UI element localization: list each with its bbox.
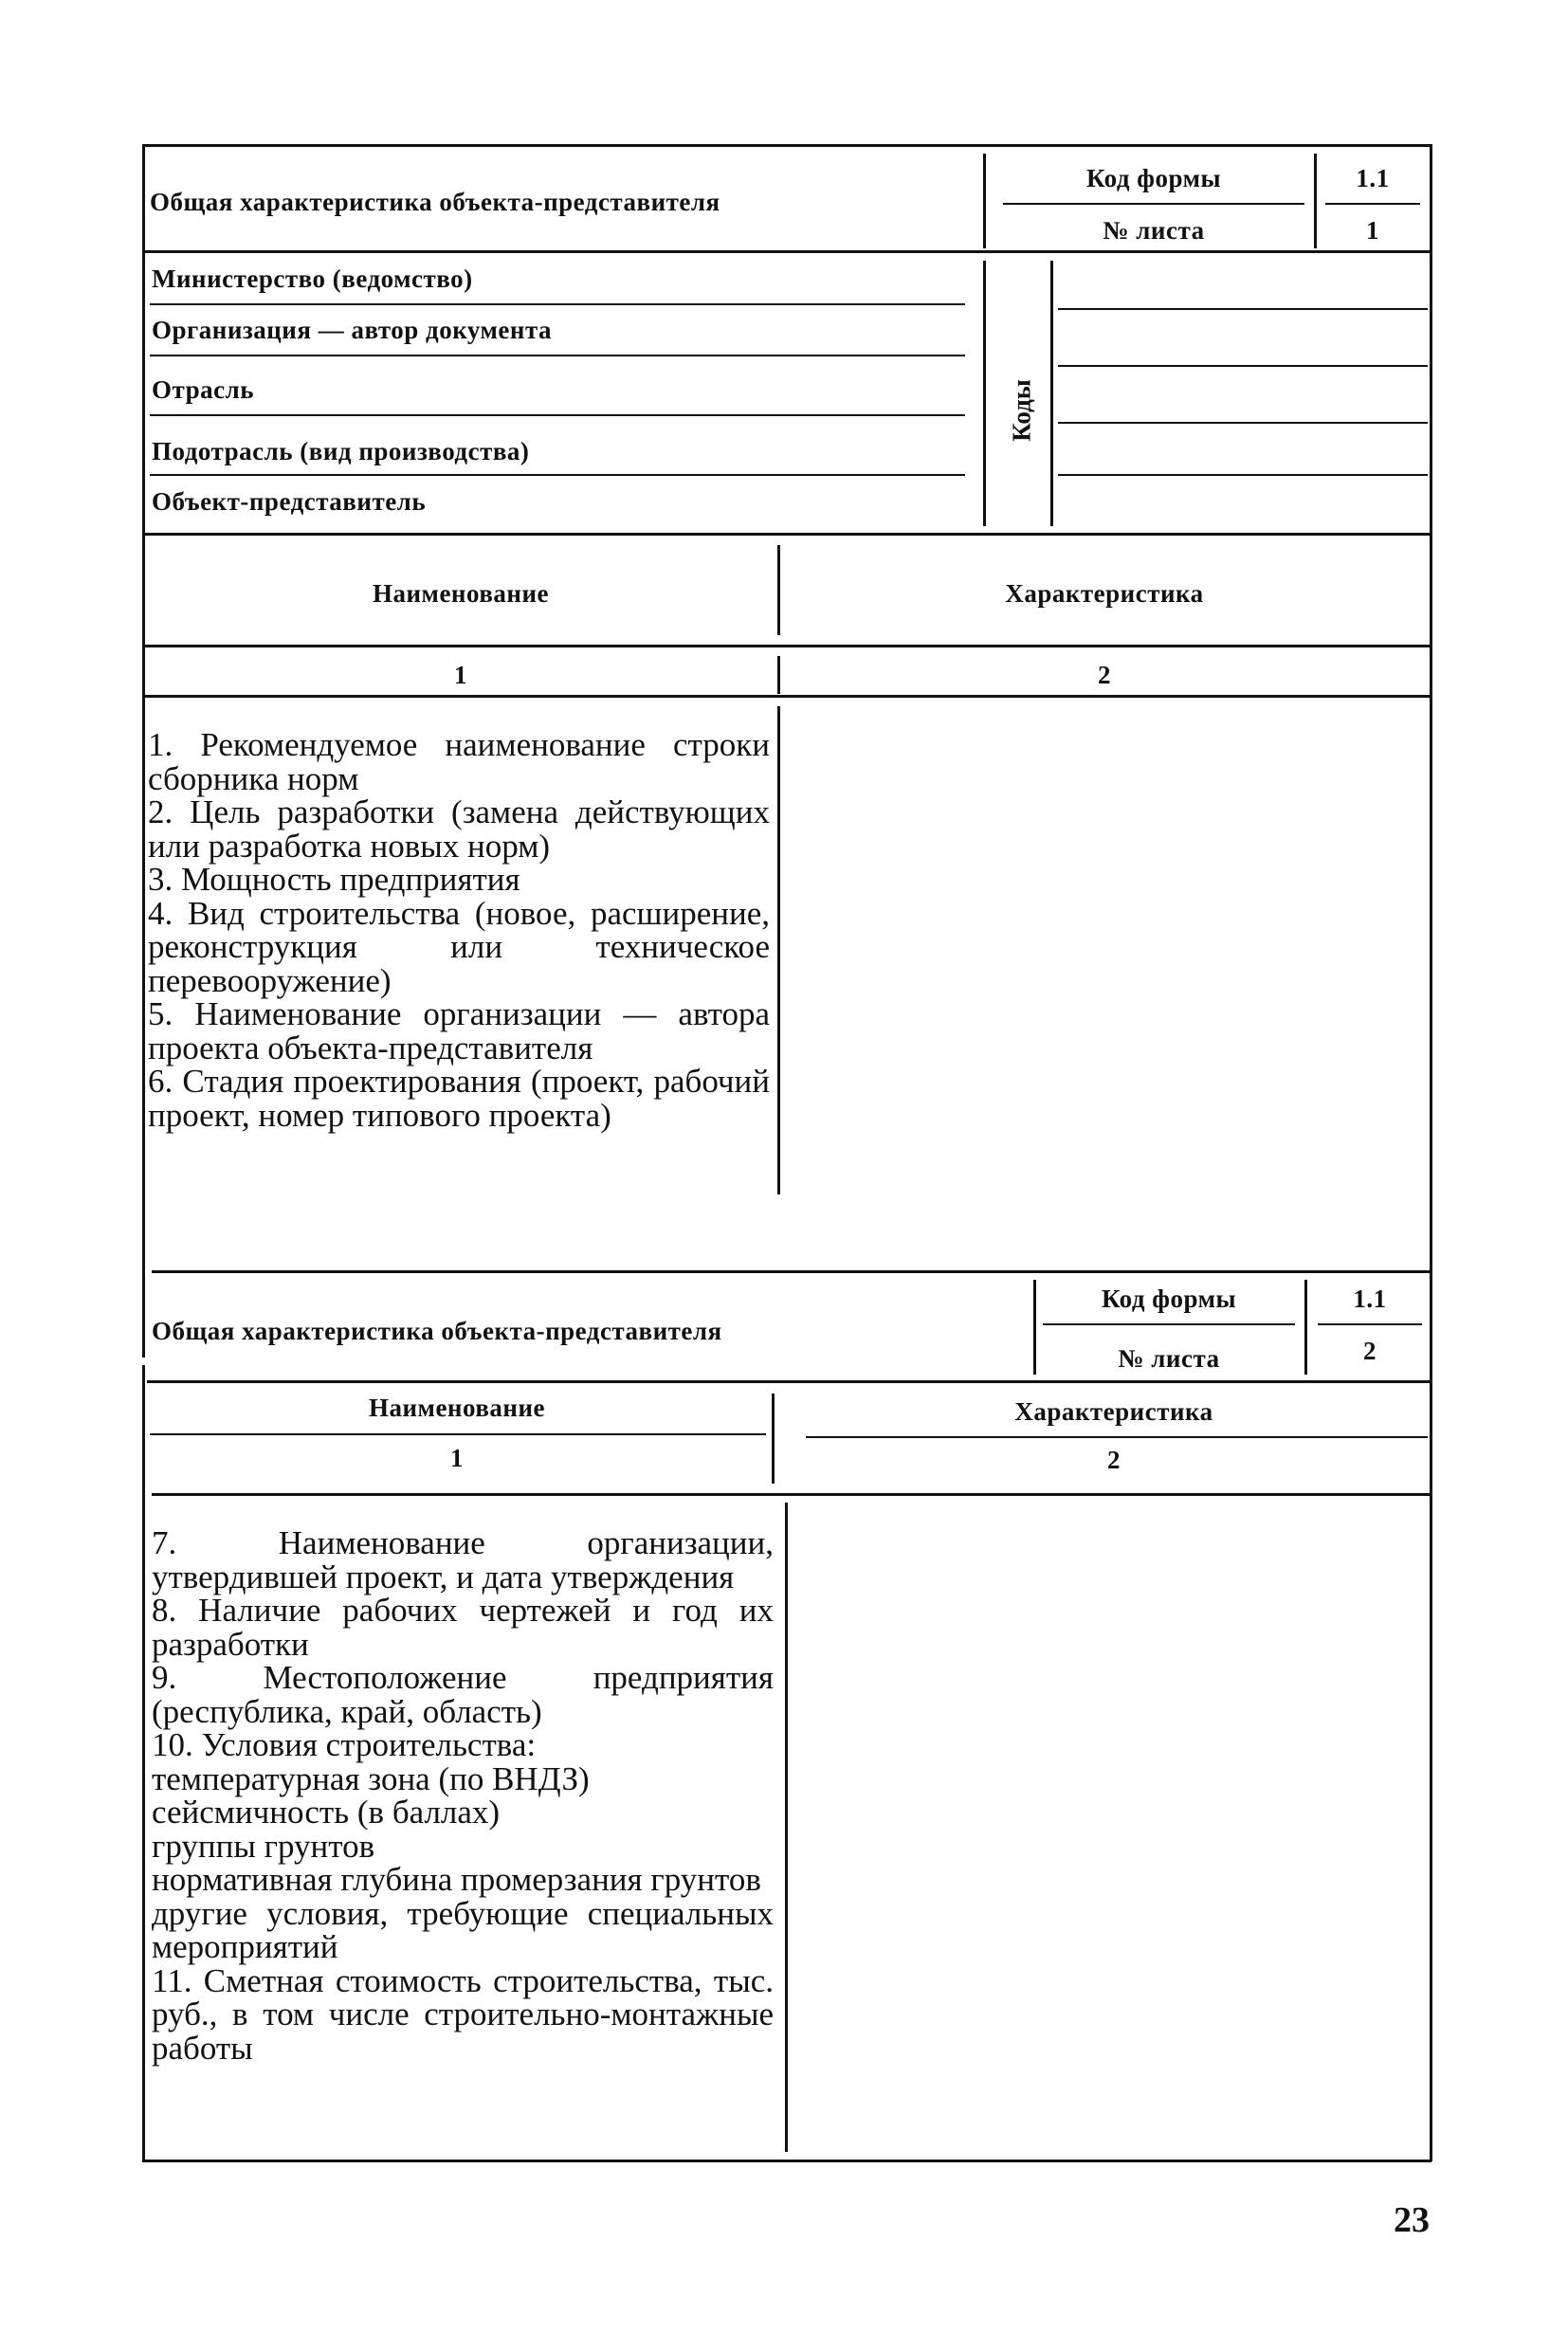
- list-item: 4. Вид строительства (новое, расширение, реконструкция или техническое перевооружение): [148, 894, 770, 999]
- rule-bottom: [142, 2160, 1431, 2162]
- rule-body-divider: [777, 706, 780, 1194]
- list-item: 1. Рекомендуемое наименование строки сборника норм: [148, 726, 770, 797]
- list-item: температурная зона (по ВНДЗ): [152, 1759, 590, 1797]
- column-number-2: 2: [1107, 1446, 1121, 1474]
- list-item: 8. Наличие рабочих чертежей и год их разработки: [152, 1592, 774, 1663]
- sheet-number-label: № листа: [1118, 1344, 1220, 1373]
- rule-column-header-bottom: [152, 1493, 1430, 1496]
- items-list: [152, 1526, 774, 2065]
- rule-column-header-bottom: [144, 645, 1430, 647]
- codes-label: Коды: [1007, 379, 1036, 442]
- header-row-organization: Организация — автор документа: [152, 316, 553, 344]
- header-row-subbranch: Подотрасль (вид производства): [152, 437, 530, 465]
- sheet-number-value: 1: [1366, 216, 1379, 245]
- rule-title-bottom: [144, 250, 1430, 253]
- rule-name-under: [150, 1433, 766, 1435]
- rule-header-1: [150, 303, 965, 305]
- sheet-number-label: № листа: [1103, 216, 1205, 245]
- rule-body-divider: [785, 1503, 788, 2152]
- rule-code-line-2: [1058, 365, 1428, 367]
- column-name-header: Наименование: [373, 579, 549, 608]
- rule-characteristic-under: [806, 1436, 1428, 1438]
- rule-code-value-divider: [1318, 1323, 1422, 1325]
- sheet-number-value: 2: [1363, 1337, 1377, 1365]
- rule-code-value-divider: [1325, 203, 1420, 205]
- rule-code-line-4: [1058, 474, 1428, 476]
- rule-code-box-mid: [1304, 1280, 1307, 1375]
- rule-top: [152, 1270, 1430, 1273]
- header-row-ministry: Министерство (ведомство): [152, 264, 473, 293]
- rule-codes-right: [1050, 261, 1053, 526]
- code-form-label: Код формы: [1101, 1285, 1237, 1313]
- header-row-object: Объект-представитель: [152, 487, 427, 516]
- list-item: 7. Наименование организации, утвердившей проект, и дата утверждения: [152, 1524, 774, 1595]
- rule-code-box-mid: [1314, 154, 1317, 248]
- list-item: 3. Мощность предприятия: [148, 861, 520, 898]
- form-title: Общая характеристика объекта-представителя: [152, 1317, 722, 1345]
- code-form-value: 1.1: [1356, 164, 1390, 192]
- list-item: другие условия, требующие специальных мероприятий: [152, 1894, 774, 1965]
- rule-code-line-1: [1058, 308, 1428, 310]
- rule-header-3: [150, 414, 965, 416]
- list-item: 6. Стадия проектирования (проект, рабочий проект, номер типового проекта): [148, 1063, 770, 1134]
- rule-code-box-left: [983, 154, 986, 248]
- column-number-1: 1: [450, 1444, 464, 1472]
- code-form-label: Код формы: [1085, 164, 1222, 192]
- list-item: нормативная глубина промерзания грунтов: [152, 1861, 761, 1898]
- rule-code-box-left: [1033, 1280, 1036, 1375]
- rule-code-divider: [1003, 203, 1304, 205]
- rule-column-divider: [772, 1394, 775, 1484]
- rule-top: [142, 144, 1431, 147]
- code-form-value: 1.1: [1353, 1285, 1387, 1313]
- rule-code-line-3: [1058, 422, 1428, 424]
- rule-header-bottom: [144, 533, 1430, 536]
- list-item: 9. Местоположение предприятия (республика, край, область): [152, 1659, 774, 1730]
- column-number-1: 1: [454, 661, 467, 689]
- rule-right: [1430, 144, 1432, 1282]
- list-item: 10. Условия строительства:: [152, 1726, 537, 1763]
- rule-header-4: [150, 474, 965, 476]
- column-number-2: 2: [1098, 661, 1111, 689]
- list-item: 5. Наименование организации — автора проекта объекта-представителя: [148, 995, 770, 1066]
- page-number: 23: [1394, 2200, 1430, 2240]
- items-list: [148, 728, 770, 1132]
- rule-column-number-bottom: [144, 695, 1430, 698]
- rule-left: [142, 1365, 145, 2161]
- rule-header-2: [150, 355, 965, 356]
- rule-code-divider: [1043, 1323, 1295, 1325]
- list-item: сейсмичность (в баллах): [152, 1794, 501, 1831]
- list-item: группы грунтов: [152, 1827, 375, 1865]
- column-name-header: Наименование: [369, 1394, 545, 1422]
- rule-left: [142, 144, 145, 1358]
- rule-title-bottom: [147, 1380, 1430, 1383]
- list-item: 2. Цель разработки (замена действующих или разработка новых норм): [148, 793, 770, 865]
- list-item: 11. Сметная стоимость строительства, тыс. руб., в том числе строительно-монтажные работы: [152, 1961, 774, 2067]
- header-row-branch: Отрасль: [152, 375, 255, 404]
- form-title: Общая характеристика объекта-представителя: [150, 188, 720, 216]
- column-characteristic-header: Характеристика: [1014, 1397, 1213, 1426]
- rule-codes-left: [983, 261, 986, 526]
- rule-right: [1430, 1270, 1432, 2161]
- column-characteristic-header: Характеристика: [1005, 579, 1204, 608]
